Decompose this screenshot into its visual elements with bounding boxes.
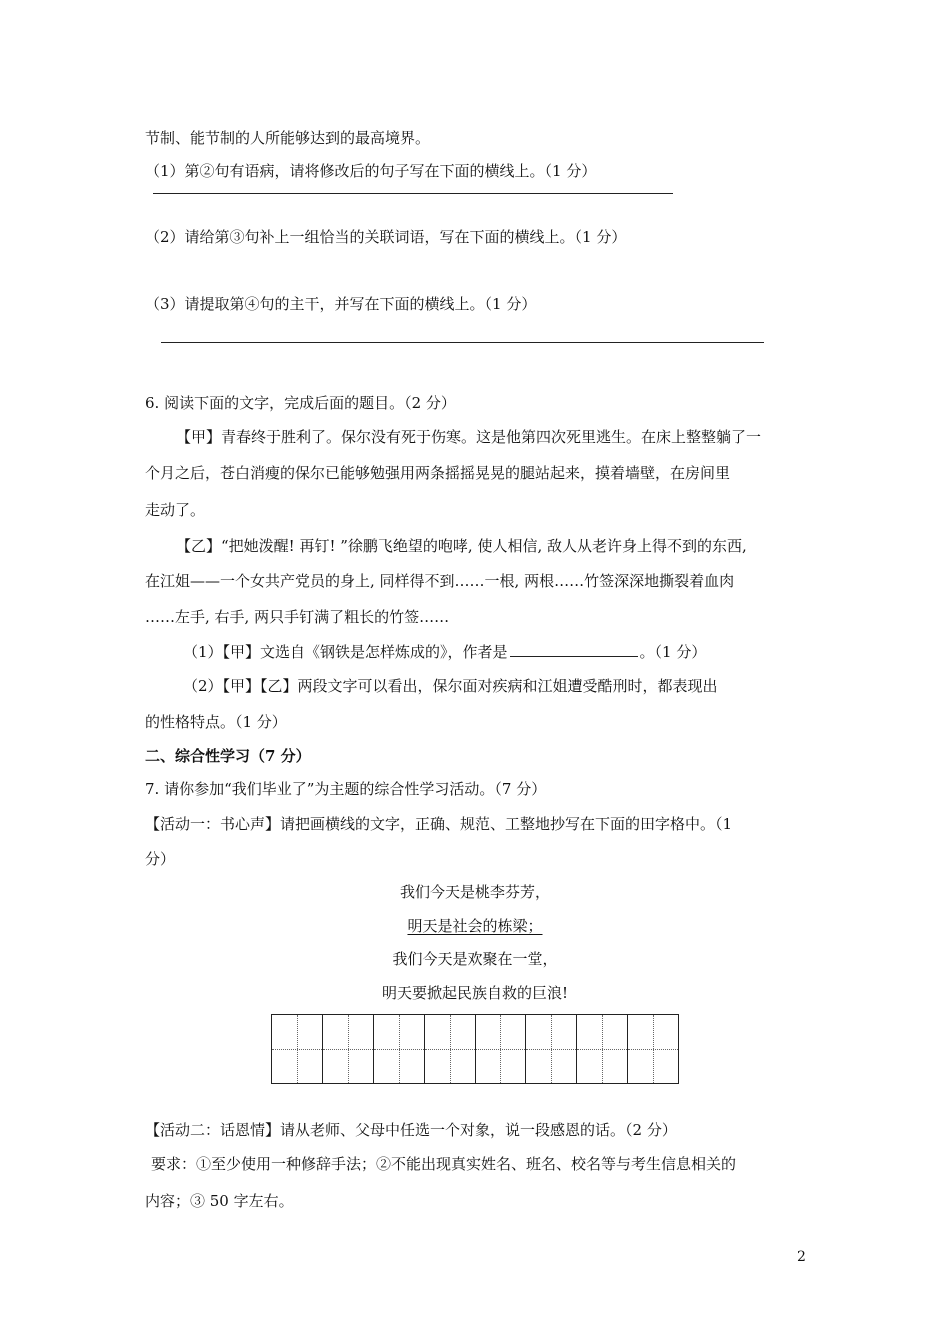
q6-sub1 — [183, 642, 706, 662]
grid-cell — [476, 1015, 527, 1083]
q6-yi-line: ……左手, 右手, 两只手钉满了粗长的竹签…… — [145, 608, 450, 626]
answer-line-3 — [161, 342, 764, 343]
poem-line-underlined — [0, 916, 950, 936]
tianzige-grid — [271, 1014, 679, 1084]
poem-underlined-text: 明天是社会的栋梁； — [407, 917, 543, 935]
grid-cell — [425, 1015, 476, 1083]
q6-sub1-text: （1）【甲】文选自《钢铁是怎样炼成的》，作者是 — [183, 643, 508, 661]
q7-title: 7. 请你参加“我们毕业了”为主题的综合性学习活动。（7 分） — [145, 780, 547, 798]
q7-requirement-cont: 内容；③ 50 字左右。 — [145, 1192, 294, 1210]
answer-line-1 — [153, 193, 673, 194]
q6-sub2-cont: 的性格特点。（1 分） — [145, 713, 287, 731]
page-number: 2 — [797, 1249, 806, 1265]
q6-title: 6. 阅读下面的文字，完成后面的题目。（2 分） — [145, 394, 456, 412]
q5-sub2: （2）请给第③句补上一组恰当的关联词语，写在下面的横线上。（1 分） — [145, 228, 627, 246]
q6-jia-line: 个月之后，苍白消瘦的保尔已能够勉强用两条摇摇晃晃的腿站起来，摸着墙壁，在房间里 — [145, 464, 731, 482]
q7-requirement: 要求：①至少使用一种修辞手法；②不能出现真实姓名、班名、校名等与考生信息相关的 — [151, 1155, 737, 1173]
grid-cell — [628, 1015, 678, 1083]
q7-activity2: 【活动二：话恩情】请从老师、父母中任选一个对象，说一段感恩的话。（2 分） — [145, 1121, 677, 1139]
q6-sub1-score: 。（1 分） — [639, 643, 707, 661]
q6-yi-line: 在江姐——一个女共产党员的身上, 同样得不到……一根, 两根……竹签深深地撕裂着血肉 — [145, 572, 735, 590]
grid-cell — [526, 1015, 577, 1083]
q6-sub2: （2）【甲】【乙】两段文字可以看出，保尔面对疾病和江姐遭受酷刑时，都表现出 — [183, 677, 718, 695]
section-heading: 二、综合性学习（7 分） — [145, 747, 311, 765]
poem-line: 我们今天是桃李芬芳， — [399, 883, 550, 901]
q6-yi-line: 【乙】“把她泼醒! 再钉! ”徐鹏飞绝望的咆哮, 使人相信, 敌人从老许身上得不到的东西, — [176, 537, 747, 555]
q6-jia-line: 【甲】青春终于胜利了。保尔没有死于伤寒。这是他第四次死里逃生。在床上整整躺了一 — [176, 428, 762, 446]
q5-continuation: 节制、能节制的人所能够达到的最高境界。 — [145, 129, 431, 147]
grid-cell — [323, 1015, 374, 1083]
author-blank — [510, 642, 638, 657]
grid-cell — [374, 1015, 425, 1083]
q7-activity1: 【活动一：书心声】请把画横线的文字，正确、规范、工整地抄写在下面的田字格中。（1 — [145, 815, 733, 833]
q5-sub3: （3）请提取第④句的主干，并写在下面的横线上。（1 分） — [145, 295, 537, 313]
q7-activity1-cont: 分） — [145, 850, 176, 868]
grid-cell — [272, 1015, 323, 1083]
q6-jia-line: 走动了。 — [145, 501, 206, 519]
poem-line: 明天要掀起民族自救的巨浪! — [381, 984, 569, 1002]
poem-line: 我们今天是欢聚在一堂， — [392, 950, 558, 968]
q5-sub1: （1）第②句有语病，请将修改后的句子写在下面的横线上。（1 分） — [145, 162, 597, 180]
grid-cell — [577, 1015, 628, 1083]
